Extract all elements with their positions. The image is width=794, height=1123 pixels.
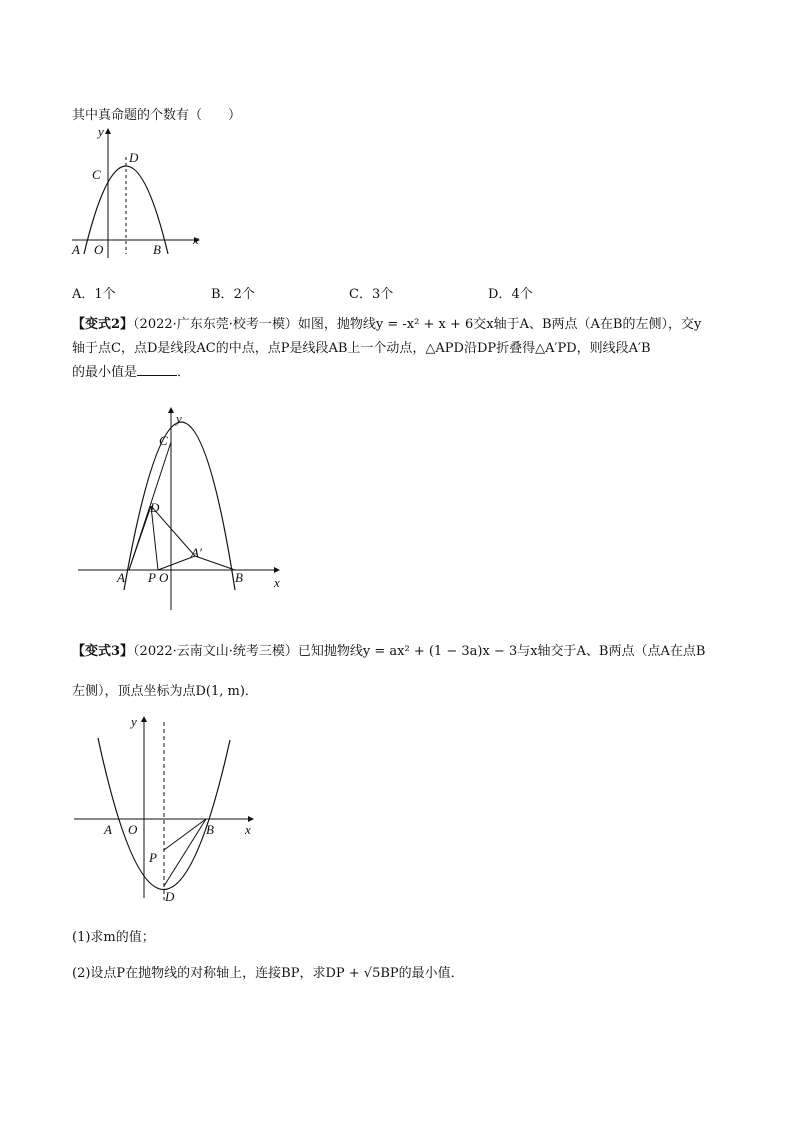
- q1-label-C: C: [92, 167, 101, 182]
- q1-label-O: O: [94, 242, 104, 257]
- v2-label-C: C: [159, 433, 168, 448]
- v3-figure: [68, 710, 268, 906]
- v2-label-B: B: [235, 570, 243, 585]
- v3-sub1: (1)求m的值；: [72, 930, 155, 945]
- v3-line1: 【变式3】（2022·云南文山·统考三模）已知抛物线y = ax² + (1 − 3a)x − 3与x轴交于A、B两点（点A在点B: [72, 644, 706, 659]
- q1-label-A: A: [72, 242, 80, 257]
- v3-label-O: O: [128, 822, 138, 837]
- v2-label-D: D: [150, 500, 160, 515]
- q1-label-D: D: [129, 150, 139, 165]
- v2-label-y: y: [176, 411, 182, 426]
- v2-line2: 轴于点C，点D是线段AC的中点，点P是线段AB上一个动点，△APD沿DP折叠得△A′PD，则线段A′B: [72, 341, 651, 356]
- v2-line1: 【变式2】（2022·广东东莞·校考一模）如图，抛物线y = -x² + x + 6交x轴于A、B两点（A在B的左侧），交y: [72, 317, 702, 332]
- v2-line3: 的最小值是 ．: [72, 365, 191, 380]
- v3-label-D: D: [165, 889, 175, 904]
- v2-label-x: x: [274, 575, 280, 590]
- v3-label-P: P: [149, 850, 157, 865]
- v3-sub2: (2)设点P在抛物线的对称轴上，连接BP，求DP + √5BP的最小值．: [72, 966, 464, 981]
- q1-label-y: y: [98, 124, 104, 139]
- v2-label-P: P: [148, 570, 156, 585]
- q1-figure: [66, 122, 206, 262]
- v3-label-B: B: [206, 822, 214, 837]
- option-c: C．3个: [349, 287, 394, 302]
- option-d: D．4个: [488, 287, 533, 302]
- q1-label-x: x: [193, 232, 199, 247]
- v2-label-A: A: [117, 570, 125, 585]
- option-b: B．2个: [211, 287, 255, 302]
- v3-line2: 左侧），顶点坐标为点D(1, m)．: [72, 684, 258, 699]
- v2-label-A1: A′: [191, 545, 202, 560]
- v2-figure: [72, 405, 287, 615]
- v3-label-y: y: [131, 714, 137, 729]
- v2-label-O: O: [159, 570, 169, 585]
- q1-label-B: B: [153, 242, 161, 257]
- v3-label-A: A: [104, 822, 112, 837]
- option-a: A．1个: [72, 287, 116, 302]
- q1-stem: 其中真命题的个数有（ ）: [72, 108, 242, 123]
- v3-label-x: x: [245, 822, 251, 837]
- answer-blank[interactable]: [137, 363, 177, 376]
